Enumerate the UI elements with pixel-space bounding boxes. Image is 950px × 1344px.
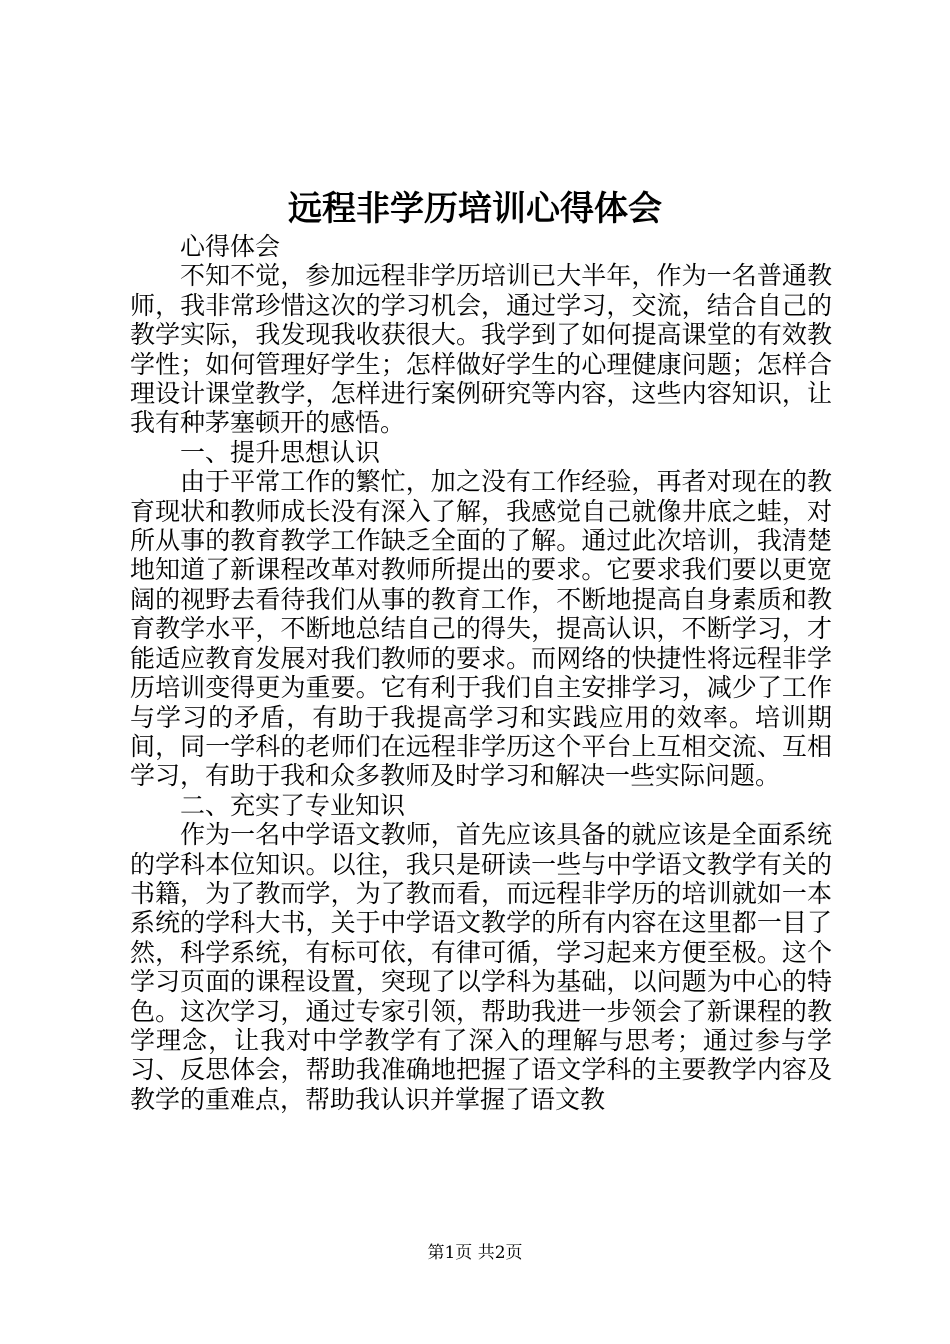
paragraph-section-2: 作为一名中学语文教师，首先应该具备的就应该是全面系统的学科本位知识。以往，我只是研读一些与中学语文教学有关的书籍，为了教而学，为了教而看，而远程非学历的培训就如一本系统的学科大书，关于中学语文教学的所有内容在这里都一目了然，科学系统，有标可依，有律可循，学习起来方便至极。这个学习页面的课程设置，突现了以学科为基础，以问题为中心的特色。这次学习，通过专家引领，帮助我进一步领会了新课程的教学理念，让我对中学教学有了深入的理解与思考；通过参与学习、反思体会，帮助我准确地把握了语文学科的主要教学内容及教学的重难点，帮助我认识并掌握了语文教	[130, 820, 832, 1114]
section-heading-1: 一、提升思想认识	[180, 437, 381, 467]
paragraph-intro: 不知不觉，参加远程非学历培训已大半年，作为一名普通教师，我非常珍惜这次的学习机会，通过学习，交流，结合自己的教学实际，我发现我收获很大。我学到了如何提高课堂的有效教学性；如何管理好学生；怎样做好学生的心理健康问题；怎样合理设计课堂教学，怎样进行案例研究等内容，这些内容知识，让我有种茅塞顿开的感悟。	[130, 261, 832, 438]
document-body	[130, 232, 832, 1114]
page-number-footer: 第1页 共2页	[427, 1243, 523, 1263]
paragraph-subtitle: 心得体会	[180, 232, 281, 261]
paragraph-section-1: 由于平常工作的繁忙，加之没有工作经验，再者对现在的教育现状和教师成长没有深入了解，我感觉自己就像井底之蛙，对所从事的教育教学工作缺乏全面的了解。通过此次培训，我清楚地知道了新课程改革对教师所提出的要求。它要求我们要以更宽阔的视野去看待我们从事的教育工作，不断地提高自身素质和教育教学水平，不断地总结自己的得失，提高认识，不断学习，才能适应教育发展对我们教师的要求。而网络的快捷性将远程非学历培训变得更为重要。它有利于我们自主安排学习，减少了工作与学习的矛盾，有助于我提高学习和实践应用的效率。培训期间，同一学科的老师们在远程非学历这个平台上互相交流、互相学习，有助于我和众多教师及时学习和解决一些实际问题。	[130, 467, 832, 791]
section-heading-2: 二、充实了专业知识	[180, 790, 406, 820]
document-title: 远程非学历培训心得体会	[288, 189, 662, 229]
